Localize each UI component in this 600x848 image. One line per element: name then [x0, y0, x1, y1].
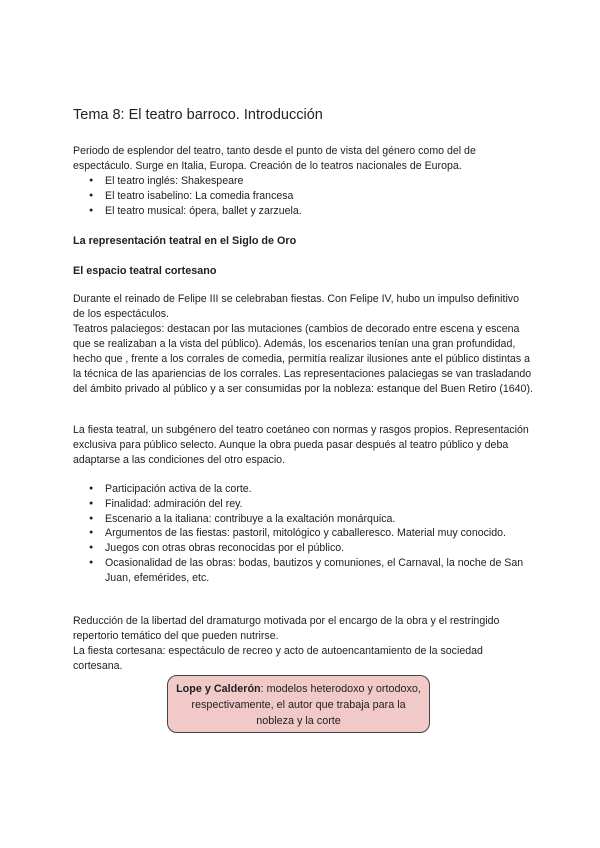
section-heading: La representación teatral en el Siglo de Oro [73, 235, 297, 247]
features-list [73, 482, 533, 586]
closing-section [73, 614, 533, 674]
paragraph: Durante el reinado de Felipe III se celebraban fiestas. Con Felipe IV, hubo un impulso definitivo de los espectáculos. [73, 293, 519, 320]
list-item: ● El teatro isabelino: La comedia francesa [73, 189, 533, 204]
list-item: ● Escenario a la italiana: contribuye a la exaltación monárquica. [73, 512, 533, 527]
list-item: ● El teatro musical: ópera, ballet y zarzuela. [73, 204, 533, 219]
subsection-heading: El espacio teatral cortesano [73, 265, 217, 277]
callout-bold: Lope y Calderón [176, 683, 261, 695]
list-item: ● Argumentos de las fiestas: pastoril, mitológico y caballeresco. Material muy conocido. [73, 526, 533, 541]
intro-list [73, 174, 533, 218]
callout-text: : modelos heterodoxo y ortodoxo, respectivamente, el autor que trabaja para la nobleza y la corte [191, 683, 421, 727]
paragraph: Reducción de la libertad del dramaturgo motivada por el encargo de la obra y el restringido repertorio temático del que pueden nutrirse. [73, 615, 500, 642]
page-title: Tema 8: El teatro barroco. Introducción [73, 107, 323, 123]
list-item: ● El teatro inglés: Shakespeare [73, 174, 533, 189]
list-item: ● Participación activa de la corte. [73, 482, 533, 497]
callout-box [167, 675, 430, 733]
list-item: ● Juegos con otras obras reconocidas por el público. [73, 541, 533, 556]
list-item: ● Ocasionalidad de las obras: bodas, bautizos y comuniones, el Carnaval, la noche de San Juan, efemérides, etc. [73, 556, 533, 586]
paragraph: La fiesta cortesana: espectáculo de recreo y acto de autoencantamiento de la sociedad cortesana. [73, 645, 483, 672]
features-section [73, 482, 533, 586]
paragraph: Teatros palaciegos: destacan por las mutaciones (cambios de decorado entre escena y escena que se realizaban a la vista del público). Además, los escenarios tenían una gran profundidad, hecho que , frente a los corrales de comedia, permitía realizar ilusiones ante el público distintas a la técnica de las apariencias de los corrales. Las representaciones palaciegas se van trasladando del ámbito privado al público y a ser consumidas por la nobleza: estanque del Buen Retiro (1640). [73, 323, 533, 395]
intro-paragraph: Periodo de esplendor del teatro, tanto desde el punto de vista del género como del de espectáculo. Surge en Italia, Europa. Creación de lo teatros nacionales de Europa. [73, 145, 476, 172]
list-item: ● Finalidad: admiración del rey. [73, 497, 533, 512]
paragraph: La fiesta teatral, un subgénero del teatro coetáneo con normas y rasgos propios. Representación exclusiva para público selecto. Aunque la obra pueda pasar después al teatro público y deba adaptarse a las condiciones del otro espacio. [73, 424, 529, 466]
intro-section [73, 144, 533, 218]
fiesta-section [73, 423, 533, 468]
body-section [73, 292, 533, 397]
